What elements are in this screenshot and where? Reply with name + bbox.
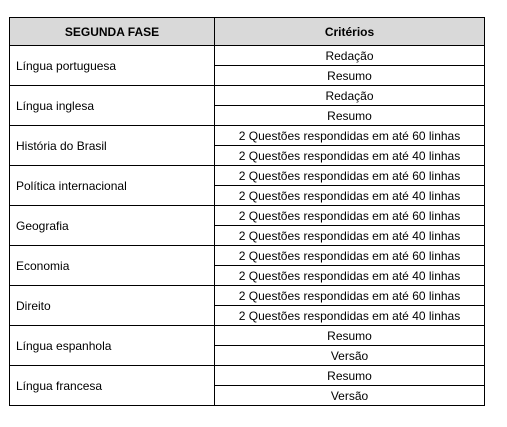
criterion-cell: 2 Questões respondidas em até 60 linhas xyxy=(215,126,485,146)
criterion-cell: 2 Questões respondidas em até 40 linhas xyxy=(215,306,485,326)
table-row xyxy=(10,206,485,226)
criterion-cell: Versão xyxy=(215,346,485,366)
criterion-cell: 2 Questões respondidas em até 60 linhas xyxy=(215,206,485,226)
criterion-cell: 2 Questões respondidas em até 60 linhas xyxy=(215,246,485,266)
criterion-cell: Resumo xyxy=(215,106,485,126)
criterion-cell: Redação xyxy=(215,86,485,106)
subject-cell: Política internacional xyxy=(10,166,215,206)
table-row xyxy=(10,86,485,106)
subject-cell: Economia xyxy=(10,246,215,286)
criterion-cell: Redação xyxy=(215,46,485,66)
subject-cell: Língua espanhola xyxy=(10,326,215,366)
table-row xyxy=(10,166,485,186)
table-row xyxy=(10,246,485,266)
table-row xyxy=(10,366,485,386)
criterion-cell: 2 Questões respondidas em até 40 linhas xyxy=(215,226,485,246)
header-row xyxy=(10,18,485,46)
subject-cell: Geografia xyxy=(10,206,215,246)
table-row xyxy=(10,126,485,146)
criterion-cell: 2 Questões respondidas em até 60 linhas xyxy=(215,286,485,306)
criterion-cell: Versão xyxy=(215,386,485,406)
header-phase: SEGUNDA FASE xyxy=(10,18,215,46)
subject-cell: Língua portuguesa xyxy=(10,46,215,86)
subject-cell: Língua francesa xyxy=(10,366,215,406)
criterion-cell: 2 Questões respondidas em até 40 linhas xyxy=(215,186,485,206)
criteria-table xyxy=(9,17,485,406)
criterion-cell: 2 Questões respondidas em até 60 linhas xyxy=(215,166,485,186)
criterion-cell: 2 Questões respondidas em até 40 linhas xyxy=(215,146,485,166)
table-row xyxy=(10,326,485,346)
subject-cell: Direito xyxy=(10,286,215,326)
criterion-cell: 2 Questões respondidas em até 40 linhas xyxy=(215,266,485,286)
table-row xyxy=(10,46,485,66)
subject-cell: História do Brasil xyxy=(10,126,215,166)
table-row xyxy=(10,286,485,306)
header-criteria: Critérios xyxy=(215,18,485,46)
criterion-cell: Resumo xyxy=(215,326,485,346)
criterion-cell: Resumo xyxy=(215,366,485,386)
criterion-cell: Resumo xyxy=(215,66,485,86)
subject-cell: Língua inglesa xyxy=(10,86,215,126)
